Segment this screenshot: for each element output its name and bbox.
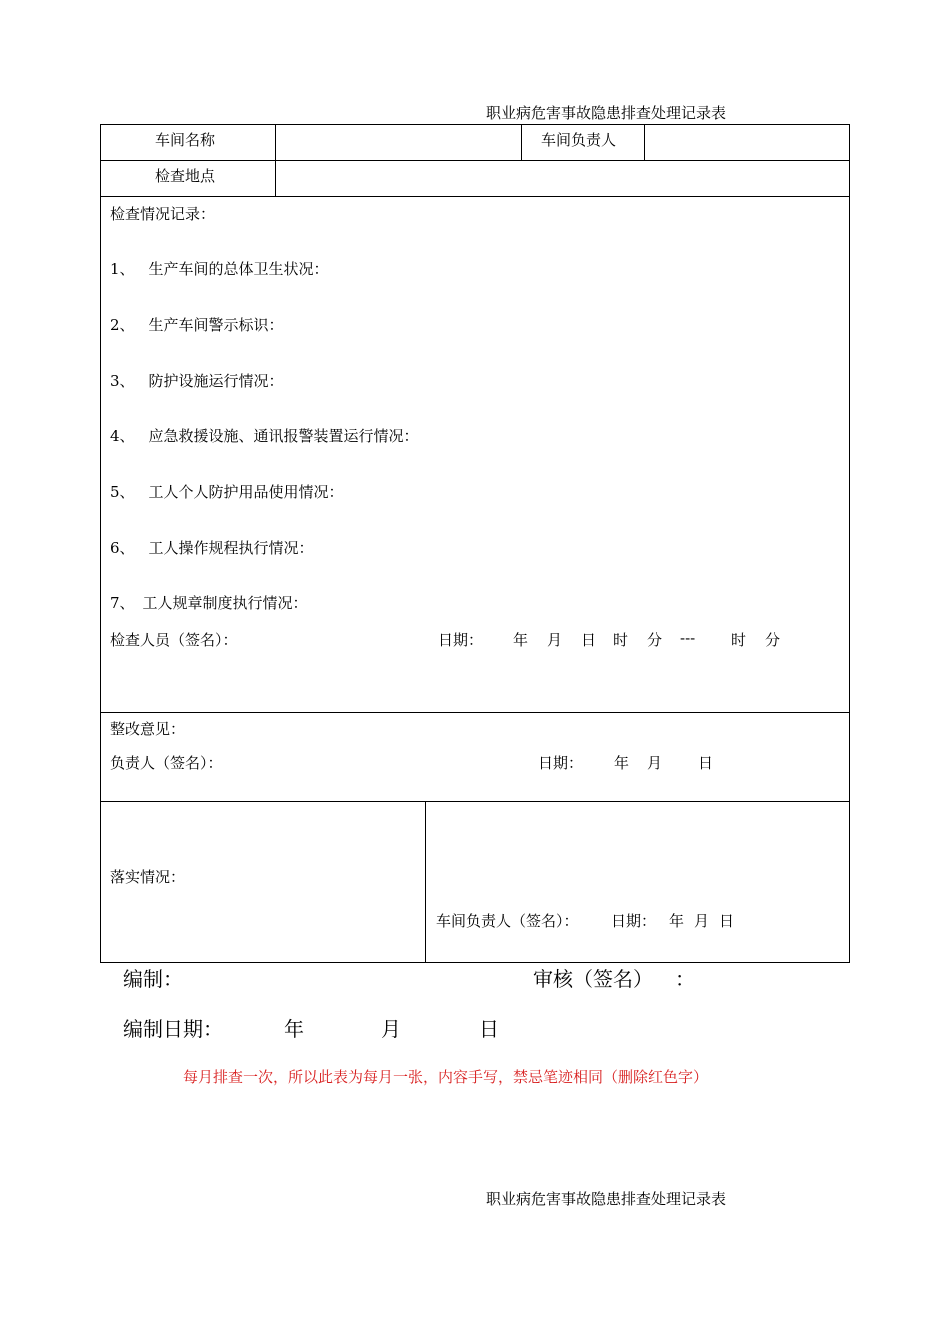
date-unit: 时	[731, 631, 747, 649]
date-unit: 日	[479, 1017, 499, 1041]
divider	[425, 801, 426, 963]
workshop-manager-signature-label: 车间负责人（签名）：	[436, 912, 579, 930]
list-item: 3、 防护设施运行情况：	[110, 372, 284, 390]
review-signature-label: 审核（签名）	[533, 967, 653, 991]
date-unit: 月	[694, 912, 710, 930]
workshop-manager-label: 车间负责人	[541, 131, 617, 149]
inspector-signature-label: 检查人员（签名）：	[110, 631, 238, 649]
divider	[275, 124, 276, 196]
date-unit: 年	[614, 754, 630, 772]
workshop-name-field[interactable]	[278, 127, 518, 158]
list-item: 1、 生产车间的总体卫生状况：	[110, 260, 329, 278]
compile-label: 编制：	[123, 967, 183, 991]
date-unit: 年	[284, 1017, 304, 1041]
date-unit: 分	[647, 631, 663, 649]
date-unit: 年	[669, 912, 685, 930]
list-item: 2、 生产车间警示标识：	[110, 316, 284, 334]
review-colon: ：	[675, 967, 695, 991]
date-unit: 年	[513, 631, 529, 649]
second-page-title: 职业病危害事故隐患排查处理记录表	[486, 1190, 727, 1208]
list-item: 7、 工人规章制度执行情况：	[110, 594, 308, 612]
date-unit: 时	[613, 631, 629, 649]
workshop-manager-field[interactable]	[647, 127, 847, 158]
implementation-label: 落实情况：	[110, 868, 186, 886]
rectify-date-label: 日期：	[538, 754, 584, 772]
date-unit: 月	[647, 754, 663, 772]
page-title: 职业病危害事故隐患排查处理记录表	[486, 104, 727, 122]
location-field[interactable]	[278, 163, 847, 194]
date-unit: 日	[719, 912, 735, 930]
date-unit: 月	[381, 1017, 401, 1041]
divider	[100, 712, 850, 713]
divider	[521, 124, 522, 160]
inspect-date-label: 日期：	[438, 631, 484, 649]
responsible-signature-label: 负责人（签名）：	[110, 754, 223, 772]
bottom-date-label: 日期：	[611, 912, 657, 930]
date-unit: 日	[581, 631, 597, 649]
divider	[644, 124, 645, 160]
compile-date-label: 编制日期：	[123, 1017, 223, 1041]
divider	[100, 801, 850, 802]
list-item: 6、 工人操作规程执行情况：	[110, 539, 314, 557]
list-item: 5、 工人个人防护用品使用情况：	[110, 483, 344, 501]
divider	[100, 196, 850, 197]
record-heading: 检查情况记录：	[110, 205, 216, 223]
date-unit: 日	[698, 754, 714, 772]
date-unit: ---	[680, 629, 696, 647]
rectify-heading: 整改意见：	[110, 720, 186, 738]
date-unit: 分	[765, 631, 781, 649]
list-item: 4、 应急救援设施、通讯报警装置运行情况：	[110, 427, 419, 445]
location-label: 检查地点	[155, 167, 216, 185]
date-unit: 月	[547, 631, 563, 649]
divider	[100, 160, 850, 161]
workshop-name-label: 车间名称	[155, 131, 216, 149]
red-instruction-note: 每月排查一次，所以此表为每月一张，内容手写，禁忌笔迹相同（删除红色字）	[183, 1068, 709, 1086]
